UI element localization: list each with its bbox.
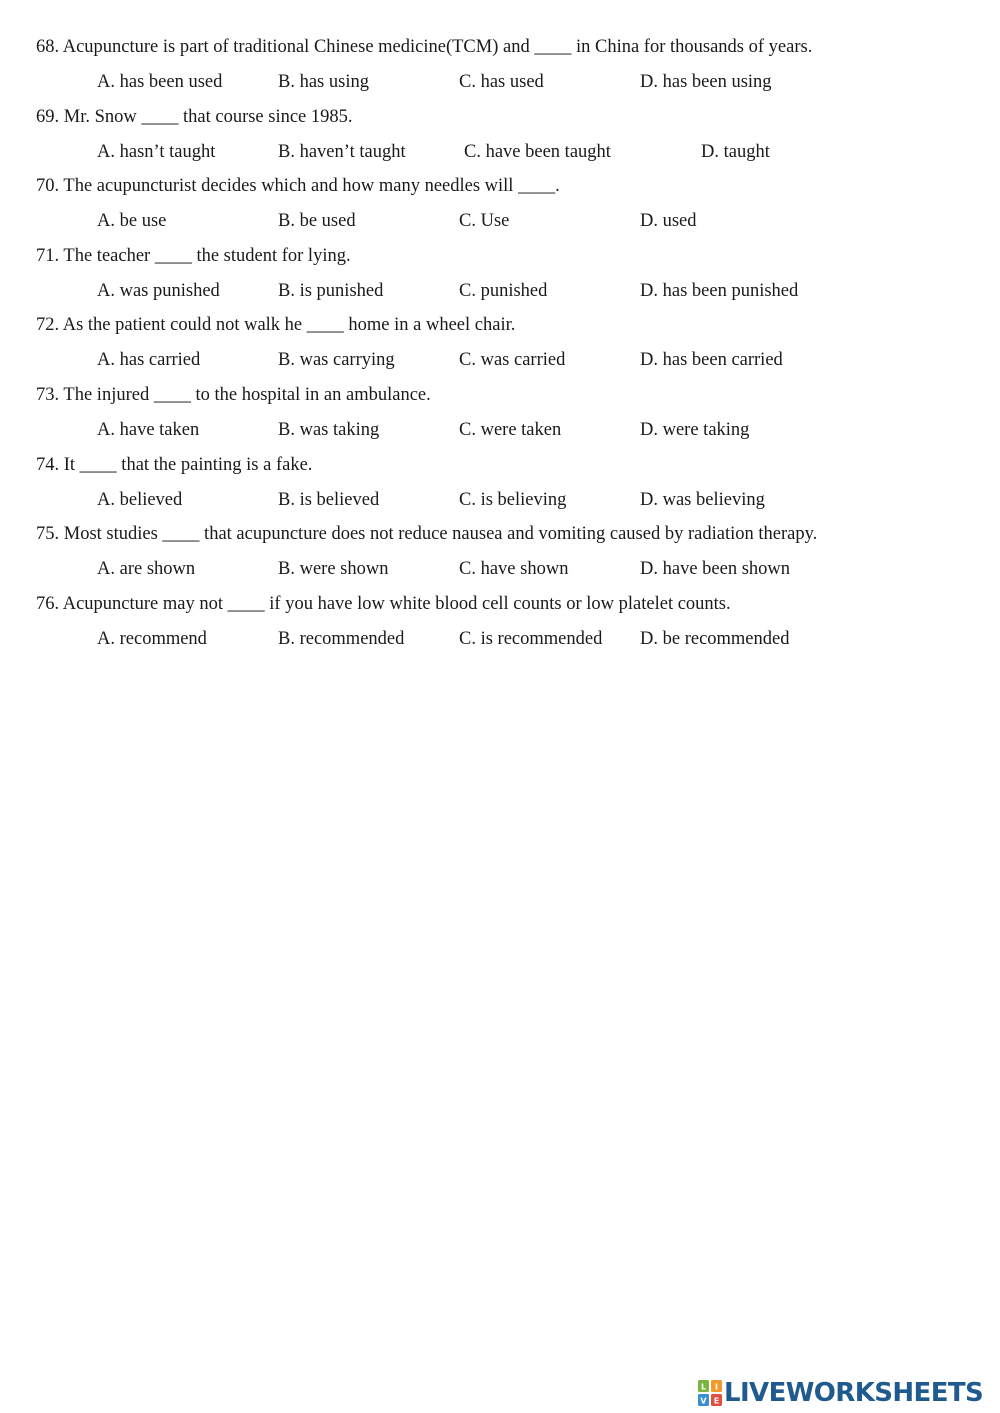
answer-options [36, 417, 976, 443]
answer-options [36, 626, 976, 652]
badge-letter-v: V [700, 1396, 707, 1406]
option-a[interactable]: A. hasn’t taught [97, 141, 216, 162]
liveworksheets-logo[interactable] [698, 1378, 983, 1408]
answer-options [36, 278, 976, 304]
option-c[interactable]: C. were taken [459, 419, 562, 440]
question-76 [36, 591, 976, 661]
option-b[interactable]: B. were shown [278, 559, 389, 580]
option-a[interactable]: A. be use [97, 211, 167, 232]
option-c[interactable]: C. is believing [459, 489, 567, 510]
worksheet [36, 34, 976, 660]
option-c[interactable]: C. have shown [459, 559, 569, 580]
question-68 [36, 34, 976, 104]
answer-options [36, 556, 976, 582]
option-c[interactable]: C. have been taught [464, 141, 611, 162]
option-a[interactable]: A. recommend [97, 628, 207, 649]
logo-text: LIVEWORKSHEETS [724, 1378, 984, 1408]
option-b[interactable]: B. was carrying [278, 350, 395, 371]
option-a[interactable]: A. are shown [97, 559, 196, 580]
option-d[interactable]: D. were taking [640, 419, 750, 440]
question-stem: 70. The acupuncturist decides which and how many needles will ____. [36, 176, 560, 197]
question-stem: 71. The teacher ____ the student for lying. [36, 245, 351, 266]
option-d[interactable]: D. has been punished [640, 280, 799, 301]
badge-letter-e: E [713, 1396, 720, 1406]
option-b[interactable]: B. is believed [278, 489, 380, 510]
question-69 [36, 104, 976, 174]
question-70 [36, 173, 976, 243]
answer-options [36, 69, 976, 95]
answer-options [36, 487, 976, 513]
option-b[interactable]: B. was taking [278, 419, 380, 440]
option-d[interactable]: D. has been using [640, 72, 772, 92]
liveworksheets-logo-icon [698, 1380, 722, 1406]
option-c[interactable]: C. Use [459, 211, 510, 232]
question-74 [36, 452, 976, 522]
question-stem: 68. Acupuncture is part of traditional Chinese medicine(TCM) and ____ in China for thousands of years. [36, 37, 813, 57]
option-a[interactable]: A. believed [97, 489, 183, 510]
answer-options [36, 139, 976, 165]
option-a[interactable]: A. was punished [97, 280, 220, 301]
option-d[interactable]: D. was believing [640, 489, 765, 510]
option-b[interactable]: B. haven’t taught [278, 141, 406, 162]
question-stem: 74. It ____ that the painting is a fake. [36, 454, 313, 475]
answer-options [36, 347, 976, 373]
question-72 [36, 312, 976, 382]
option-b[interactable]: B. is punished [278, 280, 384, 301]
badge-letter-l: L [700, 1382, 707, 1392]
option-a[interactable]: A. have taken [97, 419, 200, 440]
question-stem: 75. Most studies ____ that acupuncture does not reduce nausea and vomiting caused by radiation therapy. [36, 524, 818, 545]
question-75 [36, 521, 976, 591]
option-b[interactable]: B. recommended [278, 628, 405, 649]
option-a[interactable]: A. has carried [97, 350, 201, 371]
question-stem: 69. Mr. Snow ____ that course since 1985. [36, 106, 353, 127]
option-c[interactable]: C. is recommended [459, 628, 603, 649]
option-c[interactable]: C. was carried [459, 350, 566, 371]
answer-options [36, 208, 976, 234]
option-c[interactable]: C. punished [459, 280, 548, 301]
option-b[interactable]: B. be used [278, 211, 356, 232]
question-73 [36, 382, 976, 452]
badge-letter-i: I [715, 1382, 718, 1392]
option-c[interactable]: C. has used [459, 72, 544, 92]
question-stem: 76. Acupuncture may not ____ if you have low white blood cell counts or low platelet counts. [36, 593, 731, 614]
option-d[interactable]: D. taught [701, 141, 770, 162]
option-d[interactable]: D. used [640, 211, 697, 232]
question-stem: 73. The injured ____ to the hospital in an ambulance. [36, 384, 431, 405]
option-a[interactable]: A. has been used [97, 72, 223, 92]
option-b[interactable]: B. has using [278, 72, 369, 92]
option-d[interactable]: D. be recommended [640, 628, 790, 649]
option-d[interactable]: D. has been carried [640, 350, 783, 371]
question-71 [36, 243, 976, 313]
question-stem: 72. As the patient could not walk he ____ home in a wheel chair. [36, 315, 516, 336]
option-d[interactable]: D. have been shown [640, 559, 791, 580]
